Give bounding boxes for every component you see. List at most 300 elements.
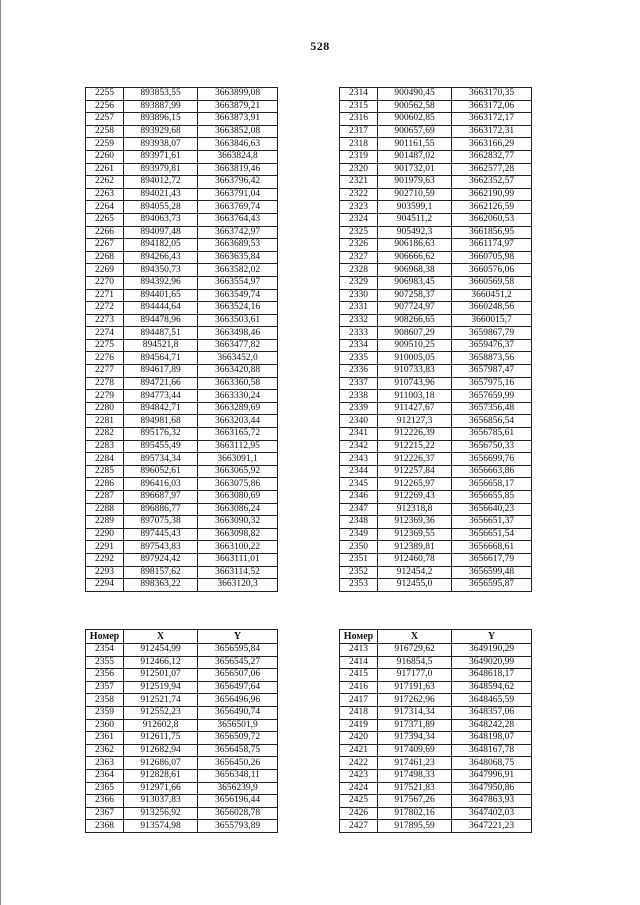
point-number: 2353 <box>340 579 378 592</box>
y-coordinate: 3663090,32 <box>198 516 278 529</box>
y-coordinate: 3656617,79 <box>452 553 532 566</box>
point-number: 2354 <box>86 644 124 657</box>
x-coordinate: 912686,07 <box>124 757 198 770</box>
point-number: 2267 <box>86 239 124 252</box>
x-coordinate: 912521,74 <box>124 694 198 707</box>
y-coordinate: 3658873,56 <box>452 352 532 365</box>
y-coordinate: 3663742,97 <box>198 226 278 239</box>
point-number: 2290 <box>86 528 124 541</box>
y-coordinate: 3663172,17 <box>452 113 532 126</box>
y-coordinate: 3656651,37 <box>452 516 532 529</box>
table-row <box>86 719 278 732</box>
y-coordinate: 3663075,86 <box>198 478 278 491</box>
x-coordinate: 917262,96 <box>378 694 452 707</box>
point-number: 2255 <box>86 88 124 101</box>
x-coordinate: 897445,43 <box>124 528 198 541</box>
table-row <box>340 681 532 694</box>
table-row <box>340 757 532 770</box>
table-row <box>340 226 532 239</box>
y-coordinate: 3657356,48 <box>452 402 532 415</box>
y-coordinate: 3663689,53 <box>198 239 278 252</box>
x-coordinate: 894773,44 <box>124 390 198 403</box>
table-row <box>340 644 532 657</box>
x-coordinate: 912265,97 <box>378 478 452 491</box>
y-coordinate: 3656196,44 <box>198 795 278 808</box>
point-number: 2289 <box>86 516 124 529</box>
point-number: 2355 <box>86 656 124 669</box>
y-coordinate: 3649190,29 <box>452 644 532 657</box>
y-coordinate: 3656599,48 <box>452 566 532 579</box>
x-coordinate: 910743,96 <box>378 377 452 390</box>
y-coordinate: 3648594,62 <box>452 681 532 694</box>
y-coordinate: 3662832,77 <box>452 150 532 163</box>
point-number: 2272 <box>86 302 124 315</box>
y-coordinate: 3663420,88 <box>198 365 278 378</box>
x-coordinate: 906968,38 <box>378 264 452 277</box>
table-row <box>340 706 532 719</box>
point-number: 2366 <box>86 795 124 808</box>
x-coordinate: 917371,89 <box>378 719 452 732</box>
x-coordinate: 894392,96 <box>124 276 198 289</box>
x-coordinate: 917394,34 <box>378 732 452 745</box>
x-coordinate: 912215,22 <box>378 440 452 453</box>
y-coordinate: 3663582,02 <box>198 264 278 277</box>
point-number: 2363 <box>86 757 124 770</box>
y-coordinate: 3656490,74 <box>198 706 278 719</box>
y-coordinate: 3663503,61 <box>198 314 278 327</box>
y-coordinate: 3656501,9 <box>198 719 278 732</box>
page-number: 528 <box>310 39 330 53</box>
point-number: 2330 <box>340 289 378 302</box>
table-row <box>86 276 278 289</box>
y-coordinate: 3656507,06 <box>198 669 278 682</box>
x-coordinate: 894478,96 <box>124 314 198 327</box>
y-coordinate: 3656028,78 <box>198 807 278 820</box>
table-row <box>340 377 532 390</box>
y-coordinate: 3647402,03 <box>452 807 532 820</box>
point-number: 2347 <box>340 503 378 516</box>
table-row <box>340 402 532 415</box>
y-coordinate: 3657987,47 <box>452 365 532 378</box>
table-row <box>86 138 278 151</box>
y-coordinate: 3663635,84 <box>198 251 278 264</box>
point-number: 2314 <box>340 88 378 101</box>
x-coordinate: 912552,23 <box>124 706 198 719</box>
x-coordinate: 903599,1 <box>378 201 452 214</box>
x-coordinate: 895455,49 <box>124 440 198 453</box>
x-coordinate: 894487,51 <box>124 327 198 340</box>
table-row <box>86 644 278 657</box>
x-coordinate: 912257,84 <box>378 465 452 478</box>
y-coordinate: 3663065,92 <box>198 465 278 478</box>
x-coordinate: 896687,97 <box>124 491 198 504</box>
table-row <box>86 694 278 707</box>
x-coordinate: 912460,78 <box>378 553 452 566</box>
y-coordinate: 3656239,9 <box>198 782 278 795</box>
x-coordinate: 893896,15 <box>124 113 198 126</box>
point-number: 2336 <box>340 365 378 378</box>
table-row <box>340 251 532 264</box>
y-coordinate: 3656497,64 <box>198 681 278 694</box>
x-coordinate: 901487,02 <box>378 150 452 163</box>
x-coordinate: 912611,75 <box>124 732 198 745</box>
x-coordinate: 900490,45 <box>378 88 452 101</box>
point-number: 2425 <box>340 795 378 808</box>
y-coordinate: 3663086,24 <box>198 503 278 516</box>
y-coordinate: 3648068,75 <box>452 757 532 770</box>
x-coordinate: 907258,37 <box>378 289 452 302</box>
table-row <box>86 440 278 453</box>
table-row <box>340 694 532 707</box>
y-coordinate: 3660248,56 <box>452 302 532 315</box>
point-number: 2365 <box>86 782 124 795</box>
point-number: 2340 <box>340 415 378 428</box>
y-coordinate: 3660015,7 <box>452 314 532 327</box>
x-coordinate: 906666,62 <box>378 251 452 264</box>
table-row <box>86 782 278 795</box>
x-coordinate: 894266,43 <box>124 251 198 264</box>
point-number: 2422 <box>340 757 378 770</box>
y-coordinate: 3663524,16 <box>198 302 278 315</box>
table-row <box>86 428 278 441</box>
y-coordinate: 3663764,43 <box>198 213 278 226</box>
point-number: 2343 <box>340 453 378 466</box>
x-coordinate: 916729,62 <box>378 644 452 657</box>
y-coordinate: 3648242,28 <box>452 719 532 732</box>
point-number: 2274 <box>86 327 124 340</box>
y-coordinate: 3663819,46 <box>198 163 278 176</box>
point-number: 2256 <box>86 100 124 113</box>
y-coordinate: 3647996,91 <box>452 769 532 782</box>
table-row <box>86 516 278 529</box>
point-number: 2367 <box>86 807 124 820</box>
point-number: 2288 <box>86 503 124 516</box>
x-coordinate: 911003,18 <box>378 390 452 403</box>
x-coordinate: 894564,71 <box>124 352 198 365</box>
point-number: 2364 <box>86 769 124 782</box>
x-coordinate: 912971,66 <box>124 782 198 795</box>
y-coordinate: 3662126,59 <box>452 201 532 214</box>
table-row <box>340 339 532 352</box>
x-coordinate: 894350,73 <box>124 264 198 277</box>
table-row <box>86 201 278 214</box>
x-coordinate: 912269,43 <box>378 491 452 504</box>
table-row <box>340 176 532 189</box>
x-coordinate: 894012,72 <box>124 176 198 189</box>
x-coordinate: 912226,39 <box>378 428 452 441</box>
x-coordinate: 893929,68 <box>124 125 198 138</box>
point-number: 2418 <box>340 706 378 719</box>
y-coordinate: 3648357,06 <box>452 706 532 719</box>
header-x: X <box>378 630 452 644</box>
point-number: 2276 <box>86 352 124 365</box>
x-coordinate: 894842,71 <box>124 402 198 415</box>
point-number: 2263 <box>86 188 124 201</box>
y-coordinate: 3656856,54 <box>452 415 532 428</box>
point-number: 2334 <box>340 339 378 352</box>
table-row <box>86 415 278 428</box>
table-row <box>86 339 278 352</box>
table-row <box>86 100 278 113</box>
y-coordinate: 3663112,95 <box>198 440 278 453</box>
y-coordinate: 3648618,17 <box>452 669 532 682</box>
y-coordinate: 3661174,97 <box>452 239 532 252</box>
y-coordinate: 3663170,35 <box>452 88 532 101</box>
y-coordinate: 3661856,95 <box>452 226 532 239</box>
x-coordinate: 893887,99 <box>124 100 198 113</box>
x-coordinate: 895176,32 <box>124 428 198 441</box>
table-row <box>86 251 278 264</box>
point-number: 2292 <box>86 553 124 566</box>
x-coordinate: 908266,65 <box>378 314 452 327</box>
table-row <box>340 125 532 138</box>
x-coordinate: 898157,62 <box>124 566 198 579</box>
x-coordinate: 910005,05 <box>378 352 452 365</box>
y-coordinate: 3655793,89 <box>198 820 278 833</box>
table-row <box>340 465 532 478</box>
point-number: 2344 <box>340 465 378 478</box>
x-coordinate: 912389,81 <box>378 541 452 554</box>
y-coordinate: 3663172,06 <box>452 100 532 113</box>
point-number: 2368 <box>86 820 124 833</box>
x-coordinate: 917498,33 <box>378 769 452 782</box>
x-coordinate: 894182,05 <box>124 239 198 252</box>
point-number: 2273 <box>86 314 124 327</box>
x-coordinate: 917177,0 <box>378 669 452 682</box>
point-number: 2424 <box>340 782 378 795</box>
x-coordinate: 912369,55 <box>378 528 452 541</box>
y-coordinate: 3663091,1 <box>198 453 278 466</box>
y-coordinate: 3656655,85 <box>452 491 532 504</box>
point-number: 2324 <box>340 213 378 226</box>
x-coordinate: 894721,66 <box>124 377 198 390</box>
x-coordinate: 917314,34 <box>378 706 452 719</box>
y-coordinate: 3663873,91 <box>198 113 278 126</box>
x-coordinate: 912226,37 <box>378 453 452 466</box>
x-coordinate: 906186,63 <box>378 239 452 252</box>
table-row <box>86 125 278 138</box>
y-coordinate: 3657975,16 <box>452 377 532 390</box>
table-row <box>340 795 532 808</box>
x-coordinate: 912127,3 <box>378 415 452 428</box>
point-number: 2426 <box>340 807 378 820</box>
table-row <box>340 656 532 669</box>
x-coordinate: 913574,98 <box>124 820 198 833</box>
y-coordinate: 3656595,84 <box>198 644 278 657</box>
x-coordinate: 912519,94 <box>124 681 198 694</box>
table-row <box>340 113 532 126</box>
point-number: 2356 <box>86 669 124 682</box>
y-coordinate: 3656785,61 <box>452 428 532 441</box>
table-row <box>86 163 278 176</box>
y-coordinate: 3663098,82 <box>198 528 278 541</box>
table-row <box>86 390 278 403</box>
point-number: 2282 <box>86 428 124 441</box>
y-coordinate: 3659867,79 <box>452 327 532 340</box>
x-coordinate: 895734,34 <box>124 453 198 466</box>
point-number: 2346 <box>340 491 378 504</box>
point-number: 2423 <box>340 769 378 782</box>
table-row <box>340 289 532 302</box>
y-coordinate: 3656750,33 <box>452 440 532 453</box>
x-coordinate: 917461,23 <box>378 757 452 770</box>
x-coordinate: 917895,59 <box>378 820 452 833</box>
point-number: 2338 <box>340 390 378 403</box>
point-number: 2261 <box>86 163 124 176</box>
table-row <box>86 327 278 340</box>
table-row <box>340 352 532 365</box>
x-coordinate: 912682,94 <box>124 744 198 757</box>
x-coordinate: 894055,28 <box>124 201 198 214</box>
y-coordinate: 3648198,07 <box>452 732 532 745</box>
table-row <box>340 415 532 428</box>
y-coordinate: 3663899,08 <box>198 88 278 101</box>
x-coordinate: 894063,73 <box>124 213 198 226</box>
x-coordinate: 896052,61 <box>124 465 198 478</box>
table-row <box>86 706 278 719</box>
point-number: 2279 <box>86 390 124 403</box>
y-coordinate: 3663111,01 <box>198 553 278 566</box>
point-number: 2349 <box>340 528 378 541</box>
table-row <box>86 365 278 378</box>
point-number: 2257 <box>86 113 124 126</box>
y-coordinate: 3648167,78 <box>452 744 532 757</box>
y-coordinate: 3663080,69 <box>198 491 278 504</box>
y-coordinate: 3662352,57 <box>452 176 532 189</box>
point-number: 2270 <box>86 276 124 289</box>
table-row <box>340 150 532 163</box>
x-coordinate: 908607,29 <box>378 327 452 340</box>
y-coordinate: 3656640,23 <box>452 503 532 516</box>
table-row <box>86 88 278 101</box>
x-coordinate: 893938,07 <box>124 138 198 151</box>
table-row <box>340 163 532 176</box>
table-row <box>340 769 532 782</box>
y-coordinate: 3660569,58 <box>452 276 532 289</box>
y-coordinate: 3656663,86 <box>452 465 532 478</box>
point-number: 2321 <box>340 176 378 189</box>
point-number: 2286 <box>86 478 124 491</box>
y-coordinate: 3648465,59 <box>452 694 532 707</box>
table-row <box>86 176 278 189</box>
table-row <box>86 757 278 770</box>
table-row <box>86 541 278 554</box>
x-coordinate: 901161,55 <box>378 138 452 151</box>
x-coordinate: 894097,48 <box>124 226 198 239</box>
point-number: 2269 <box>86 264 124 277</box>
point-number: 2320 <box>340 163 378 176</box>
point-number: 2332 <box>340 314 378 327</box>
y-coordinate: 3663796,42 <box>198 176 278 189</box>
point-number: 2325 <box>340 226 378 239</box>
x-coordinate: 909510,25 <box>378 339 452 352</box>
point-number: 2413 <box>340 644 378 657</box>
table-row <box>340 213 532 226</box>
table-row <box>340 138 532 151</box>
table-row <box>86 807 278 820</box>
table-row <box>340 453 532 466</box>
point-number: 2337 <box>340 377 378 390</box>
x-coordinate: 897924,42 <box>124 553 198 566</box>
point-number: 2285 <box>86 465 124 478</box>
table-row <box>340 566 532 579</box>
table-row <box>86 579 278 592</box>
y-coordinate: 3656658,17 <box>452 478 532 491</box>
y-coordinate: 3662190,99 <box>452 188 532 201</box>
x-coordinate: 902710,59 <box>378 188 452 201</box>
coordinates-table-bottom-right <box>339 629 532 833</box>
point-number: 2266 <box>86 226 124 239</box>
table-row <box>340 264 532 277</box>
y-coordinate: 3656496,96 <box>198 694 278 707</box>
table-row <box>340 744 532 757</box>
x-coordinate: 897075,38 <box>124 516 198 529</box>
point-number: 2345 <box>340 478 378 491</box>
table-row <box>340 365 532 378</box>
point-number: 2421 <box>340 744 378 757</box>
y-coordinate: 3662577,28 <box>452 163 532 176</box>
point-number: 2275 <box>86 339 124 352</box>
y-coordinate: 3663498,46 <box>198 327 278 340</box>
x-coordinate: 901732,01 <box>378 163 452 176</box>
y-coordinate: 3656458,75 <box>198 744 278 757</box>
table-row <box>86 478 278 491</box>
y-coordinate: 3663360,58 <box>198 377 278 390</box>
table-row <box>340 503 532 516</box>
x-coordinate: 913256,92 <box>124 807 198 820</box>
point-number: 2357 <box>86 681 124 694</box>
point-number: 2335 <box>340 352 378 365</box>
x-coordinate: 911427,67 <box>378 402 452 415</box>
coordinates-table-bottom-left <box>85 629 278 833</box>
table-row <box>86 769 278 782</box>
point-number: 2420 <box>340 732 378 745</box>
point-number: 2315 <box>340 100 378 113</box>
table-row <box>340 201 532 214</box>
y-coordinate: 3663554,97 <box>198 276 278 289</box>
y-coordinate: 3656699,76 <box>452 453 532 466</box>
point-number: 2265 <box>86 213 124 226</box>
table-row <box>340 239 532 252</box>
point-number: 2317 <box>340 125 378 138</box>
y-coordinate: 3647863,93 <box>452 795 532 808</box>
point-number: 2341 <box>340 428 378 441</box>
table-row <box>86 289 278 302</box>
y-coordinate: 3663166,29 <box>452 138 532 151</box>
point-number: 2333 <box>340 327 378 340</box>
y-coordinate: 3662060,53 <box>452 213 532 226</box>
point-number: 2260 <box>86 150 124 163</box>
table-row <box>86 656 278 669</box>
y-coordinate: 3647950,86 <box>452 782 532 795</box>
table-row <box>340 327 532 340</box>
y-coordinate: 3649020,99 <box>452 656 532 669</box>
table-row <box>340 528 532 541</box>
header-number: Номер <box>340 630 378 644</box>
y-coordinate: 3647221,23 <box>452 820 532 833</box>
table-row <box>340 302 532 315</box>
point-number: 2258 <box>86 125 124 138</box>
x-coordinate: 893853,55 <box>124 88 198 101</box>
header-y: Y <box>198 630 278 644</box>
point-number: 2323 <box>340 201 378 214</box>
point-number: 2294 <box>86 579 124 592</box>
point-number: 2293 <box>86 566 124 579</box>
coordinates-table-top-left <box>85 87 278 592</box>
y-coordinate: 3663824,8 <box>198 150 278 163</box>
x-coordinate: 906983,45 <box>378 276 452 289</box>
point-number: 2419 <box>340 719 378 732</box>
